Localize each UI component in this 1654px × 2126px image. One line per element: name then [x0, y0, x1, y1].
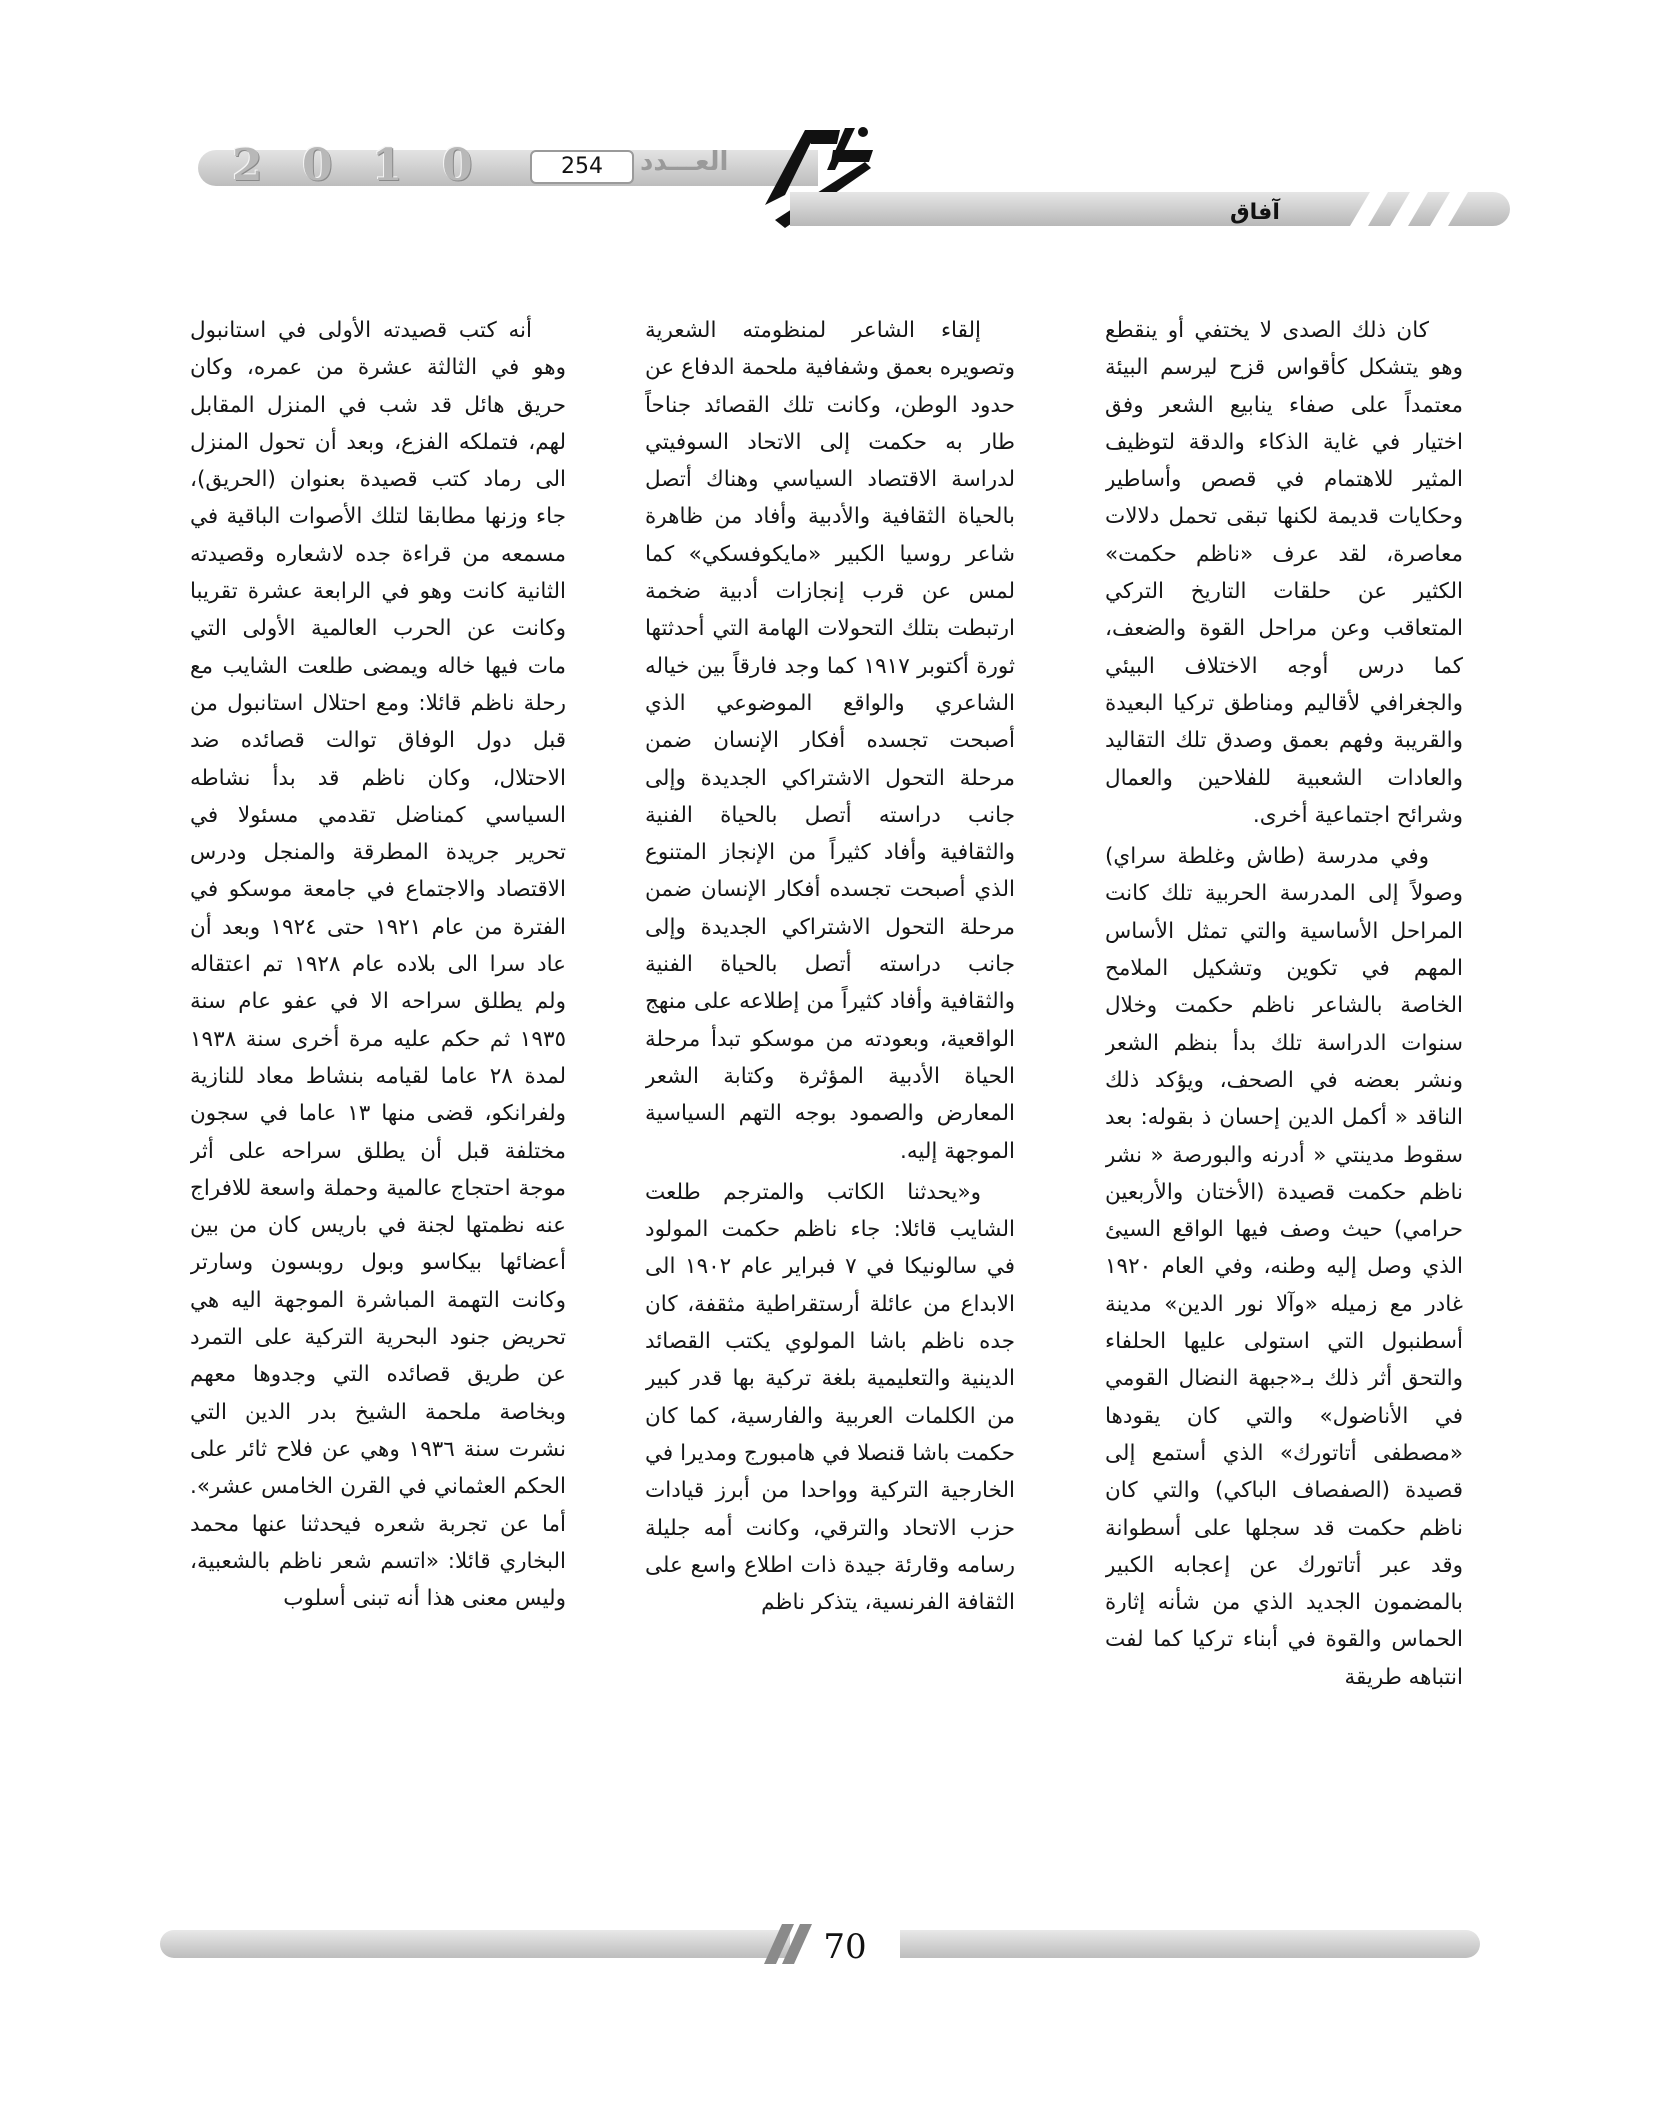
year-digit: 0: [442, 140, 473, 191]
paragraph: أنه كتب قصيدته الأولى في استانبول وهو في الثالثة عشرة من عمره، وكان حريق هائل قد شب في المنزل المقابل لهم، فتملكه الفزع، وبعد أن تحول المنزل الى رماد كتب قصيدة بعنوان (الحريق)، جاء وزنها مطابقا لتلك الأصوات الباقية في مسمعه من قراءة جده لاشعاره وقصيدته الثانية كانت وهو في الرابعة عشرة تقريبا وكانت عن الحرب العالمية الأولى التي مات فيها خاله ويمضى طلعت الشايب مع رحلة ناظم قائلا: ومع احتلال استانبول من قبل دول الوفاق توالت قصائده ضد الاحتلال، وكان ناظم قد بدأ نشاطه السياسي كمناضل تقدمي مسئولا في تحرير جريدة المطرقة والمنجل ودرس الاقتصاد والاجتماع في جامعة موسكو في الفترة من عام ١٩٢١ حتى ١٩٢٤ وبعد أن عاد سرا الى بلاده عام ١٩٢٨ تم اعتقاله ولم يطلق سراحه الا في عفو عام سنة ١٩٣٥ ثم حكم عليه مرة أخرى سنة ١٩٣٨ لمدة ٢٨ عاما لقيامه بنشاط معاد للنازية ولفرانكو، قضى منها ١٣ عاما في سجون مختلفة قبل أن يطلق سراحه على أثر موجة احتجاج عالمية وحملة واسعة للافراج عنه نظمتها لجنة في باريس كان من بين أعضائها بيكاسو وبول روبسون وسارتر وكانت التهمة المباشرة الموجهة اليه هي تحريض جنود البحرية التركية على التمرد عن طريق قصائده التي وجدوها معهم وبخاصة ملحمة الشيخ بدر الدين التي نشرت سنة ١٩٣٦ وهي عن فلاح ثائر على الحكم العثماني في القرن الخامس عشر». أما عن تجربة شعره فيحدثنا عنها محمد البخاري قائلا: «اتسم شعر ناظم بالشعبية، وليس معنى هذا أنه تبنى أسلوب: [190, 318, 566, 1612]
header-stripes-icon: [1330, 192, 1480, 226]
year-digit: 1: [372, 140, 403, 191]
page-number: 70: [790, 1922, 900, 1972]
footer-stripes-icon: [760, 1924, 850, 1964]
section-label: آفاق: [1230, 200, 1280, 225]
paragraph: إلقاء الشاعر لمنظومته الشعرية وتصويره بعمق وشفافية ملحمة الدفاع عن حدود الوطن، وكانت تلك القصائد جناحاً طار به حكمت إلى الاتحاد السوفيتي لدراسة الاقتصاد السياسي وهناك أتصل بالحياة الثقافية والأدبية وأفاد من ظاهرة شاعر روسيا الكبير «مايكوفسكي» كما لمس عن قرب إنجازات أدبية ضخمة ارتبطت بتلك التحولات الهامة التي أحدثتها ثورة أكتوبر ١٩١٧ كما وجد فارقاً بين خياله الشاعري والواقع الموضوعي الذي أصبحت تجسده أفكار الإنسان ضمن مرحلة التحول الاشتراكي الجديدة وإلى جانب دراسته أتصل بالحياة الفنية والثقافية وأفاد كثيراً من الإنجاز المتنوع الذي أصبحت تجسده أفكار الإنسان ضمن مرحلة التحول الاشتراكي الجديدة وإلى جانب دراسته أتصل بالحياة الفنية والثقافية وأفاد كثيراً من إطلاعه على منهج الواقعية، وبعودته من موسكو تبدأ مرحلة الحياة الأدبية المؤثرة وكتابة الشعر المعارض والصمود بوجه التهم السياسية الموجهة إليه.: [645, 318, 1015, 1164]
text-column-middle: [645, 312, 1015, 1752]
paragraph: و«يحدثنا الكاتب والمترجم طلعت الشايب قائلا: جاء ناظم حكمت المولود في سالونيكا في ٧ فبراير عام ١٩٠٢ الى الابداع من عائلة أرستقراطية مثقفة، كان جده ناظم باشا المولوي يكتب القصائد الدينية والتعليمية بلغة تركية بها قدر كبير من الكلمات العربية والفارسية، كما كان حكمت باشا قنصلا في هامبورج ومديرا في الخارجية التركية وواحدا من أبرز قيادات حزب الاتحاد والترقي، وكانت أمه جليلة رسامه وقارئة جيدة ذات اطلاع واسع على الثقافة الفرنسية، يتذكر ناظم: [645, 1179, 1015, 1616]
text-column-left: [190, 312, 566, 1752]
text-column-right: [1105, 312, 1463, 1752]
year-digit: 0: [302, 140, 333, 191]
year-digit: 2: [232, 140, 263, 191]
issue-number: 254: [530, 150, 634, 184]
paragraph: كان ذلك الصدى لا يختفي أو ينقطع وهو يتشكل كأقواس قزح ليرسم البيئة معتمداً على صفاء ينابيع الشعر وفق اختيار في غاية الذكاء والدقة لتوظيف المثير للاهتمام في قصص وأساطير وحكايات قديمة لكنها تبقى تحمل دلالات معاصرة، لقد عرف «ناظم حكمت» الكثير عن حلقات التاريخ التركي المتعاقب وعن مراحل القوة والضعف، كما درس أوجه الاختلاف البيئي والجغرافي لأقاليم ومناطق تركيا البعيدة والقريبة وفهم بعمق وصدق تلك التقاليد والعادات الشعبية للفلاحين والعمال وشرائح اجتماعية أخرى.: [1105, 318, 1463, 828]
paragraph: وفي مدرسة (طاش وغلطة سراي) وصولاً إلى المدرسة الحربية تلك كانت المراحل الأساسية والتي تمثل الأساس المهم في تكوين وتشكيل الملامح الخاصة بالشاعر ناظم حكمت وخلال سنوات الدراسة تلك بدأ بنظم الشعر ونشر بعضه في الصحف، ويؤكد ذلك الناقد « أكمل الدين إحسان ذ بقوله: بعد سقوط مدينتي « أدرنه والبورصة « نشر ناظم حكمت قصيدة (الأختان والأربعين حرامي) حيث وصف فيها الواقع السيئ الذي وصل إليه وطنه، وفي العام ١٩٢٠ غادر مع زميله «وآلا نور الدين» مدينة أسطنبول التي استولى عليها الحلفاء والتحق أثر ذلك بـ«جبهة النضال القومي في الأناضول» والتي كان يقودها «مصطفى أتاتورك» الذي أستمع إلى قصيدة (الصفصاف الباكي) والتي كان ناظم حكمت قد سجلها على أسطوانة وقد عبر أتاتورك عن إعجابه الكبير بالمضمون الجديد الذي من شأنه إثارة الحماس والقوة في أبناء تركيا كما لفت انتباهه طريقة: [1105, 844, 1463, 1690]
issue-label: العـــدد: [640, 147, 729, 177]
